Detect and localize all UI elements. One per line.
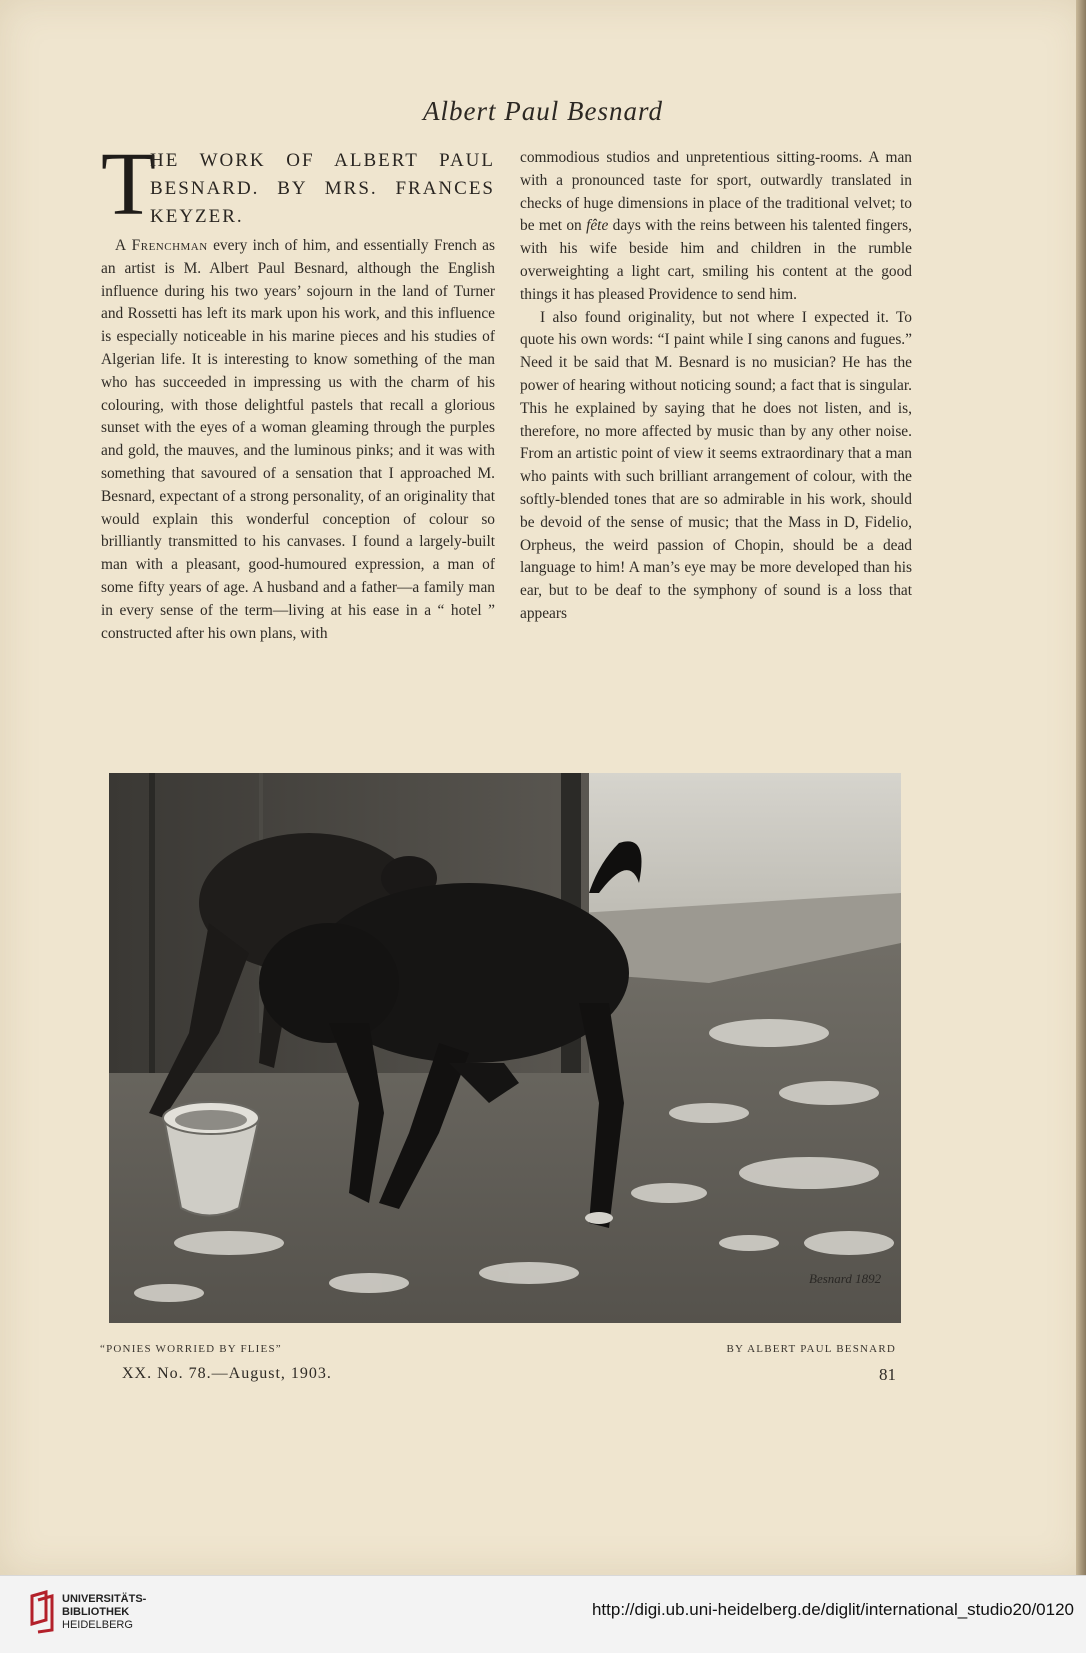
ponies-painting — [109, 773, 901, 1323]
wall-plank-line — [149, 773, 155, 1073]
paragraph-1-text: every inch of him, and essentially French as an artist is M. Albert Paul Besnard, although the English influence during his two years’ sojourn in the land of Turner and Rossetti has left its mark upon his work, and this influence is especially noticeable in his marine pieces and his studies of Algerian life. It is interesting to know something of the man who has succeeded in impressing us with the charm of his colouring, with those delightful pastels that recall a glorious sunset with the eyes of a woman gleaming through the purples and gold, the mauves, and the luminous pinks; and it was with something that savoured of a sensation that I approached M. Besnard, expectant of a strong personality, of an originality that would explain this wonderful conception of colour so brilliantly transmitted to his canvases. I found a largely-built man with a pleasant, good-humoured expression, a man of some fifty years of age. A husband and a father—a family man in every sense of the term—living at his ease in a “ hotel ” constructed after his own plans, with — [101, 237, 495, 642]
plate-caption: “PONIES WORRIED BY FLIES” — [100, 1343, 282, 1355]
issue-line: XX. No. 78.—August, 1903. — [122, 1365, 332, 1382]
fete-word: fête — [586, 217, 609, 235]
article-headline: HE WORK OF ALBERT PAUL BESNARD. BY MRS. FRANCES KEYZER. — [150, 150, 495, 227]
article-left-column — [101, 135, 495, 645]
article-heading — [101, 135, 495, 234]
painting-signature: Besnard 1892 — [809, 1271, 882, 1286]
article-right-column — [520, 147, 912, 626]
library-logo-icon[interactable] — [28, 1590, 56, 1634]
library-name-line-3: HEIDELBERG — [62, 1619, 133, 1631]
paragraph-2: I also found originality, but not where I expected it. To quote his own words: “I paint while I sing canons and fugues.” Need it be said that M. Besnard is no musician? He has the power of hearing without noticing sound; a fact that is singular. This he explained by saying that he does not listen, and is, therefore, no more affected by music than by any other noise. From an artistic point of view it seems extraordinary that a man who paints with such brilliant arrangement of colour, with the softly-blended tones that are so admirable in his work, should be devoid of the sense of music; that the Mass in D, Fidelio, Orpheus, the weird passion of Chopin, should be a dead language to him! A man’s eye may be more developed than his ear, but to be deaf to the symphony of sound is a loss that appears — [520, 308, 912, 622]
library-footer — [0, 1575, 1086, 1653]
paragraph-1-continued-b: days with the reins between his talented fingers, with his wife beside him and children in the rumble overweighting a light cart, smiling his content at the good things it has pleased Providence to send him. — [520, 217, 912, 303]
library-name-line-2: BIBLIOTHEK — [62, 1606, 130, 1618]
permalink-url[interactable]: http://digi.ub.uni-heidelberg.de/diglit/international_studio20/0120 — [591, 1600, 1074, 1619]
plate-credit: BY ALBERT PAUL BESNARD — [726, 1343, 896, 1355]
page-number: 81 — [879, 1365, 896, 1384]
library-name-line-1: UNIVERSITÄTS- — [62, 1593, 147, 1605]
paragraph-1 — [101, 235, 495, 645]
lead-smallcaps: A Frenchman — [115, 237, 208, 254]
plate-illustration — [109, 773, 901, 1323]
running-title: Albert Paul Besnard — [423, 96, 663, 126]
drop-cap: T — [101, 135, 156, 234]
page-edge — [1076, 0, 1086, 1575]
paragraph-1-continued — [520, 147, 912, 307]
paragraph-1-continued-a: commodious studios and unpretentious sitting-rooms. A man with a pronounced taste for sport, outwardly translated in checks of huge dimensions in place of the traditional velvet; to be met on — [520, 149, 912, 235]
library-name[interactable] — [62, 1593, 146, 1632]
